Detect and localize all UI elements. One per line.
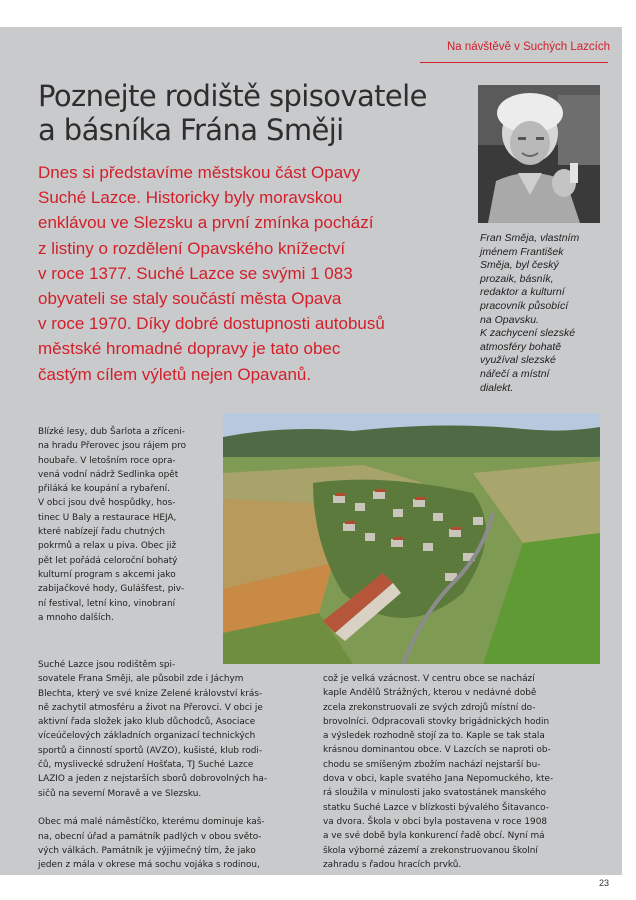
portrait-photo (478, 85, 600, 223)
body-line: víceúčelových základních organizací technických (38, 731, 256, 742)
body-line: zahradu s řadou hracích prvků. (323, 859, 462, 870)
caption-line: prozaik, básník, (480, 272, 554, 285)
caption-line: nářečí a místní (480, 367, 550, 380)
body-line: Blízké lesy, dub Šarlota a zříceni- (38, 427, 185, 437)
body-column-left-top (38, 425, 214, 625)
title-line: Poznejte rodiště spisovatele (38, 79, 427, 113)
body-line: a výsledek rozhodně stojí za to. Kaple se tak stala (323, 731, 545, 742)
body-line: zcela zrekonstruovali ze svých zdrojů místní do- (323, 702, 536, 713)
body-line: což je velká vzácnost. V centru obce se nachází (323, 674, 535, 684)
lead-line: obyvateli se staly součástí města Opava (38, 289, 342, 309)
body-line: sportů a činností sportů (AVZO), kušisté, klub rodi- (38, 745, 263, 756)
title-line: a básníka Frána Směji (38, 113, 344, 147)
caption-line: atmosféry bohatě (480, 340, 562, 353)
body-line: Blechta, který ve své knize Zelené království krás- (38, 688, 263, 699)
page-number: 23 (598, 878, 609, 888)
body-line: které nabízejí řadu chutných (38, 527, 166, 538)
lead-line: v roce 1377. Suché Lazce se svými 1 083 (38, 263, 353, 283)
body-line: tinec U Baly a restaurace HEJA, (38, 512, 177, 523)
lead-paragraph (38, 160, 478, 387)
body-line: ní festival, letní kino, vinobraní (38, 598, 176, 609)
lead-line: v roce 1970. Díky dobré dostupnosti autobusů (38, 314, 385, 334)
body-line: ně zachytil atmosféru a život na Přerovci. V obci je (38, 702, 263, 713)
body-line: pokrmů a relax u piva. Obec již (38, 541, 177, 552)
body-column-left-bottom (38, 658, 313, 872)
body-line: Obec má malé náměstíčko, kterému dominuje kaš- (38, 817, 265, 828)
body-line: zabijačkové hody, Gulášfest, piv- (38, 584, 185, 595)
lead-line: Dnes si představíme městskou část Opavy (38, 163, 361, 182)
body-line: houbaře. V letošním roce opra- (38, 455, 176, 466)
caption-line: Směja, byl český (480, 259, 559, 272)
body-line: kulturní program s akcemi jako (38, 569, 176, 580)
paragraph-gap (38, 801, 313, 815)
body-line: přiláká ke koupání a rybaření. (38, 484, 170, 495)
body-line: na, obecní úřad a památník padlých v obou světo- (38, 831, 262, 842)
caption-line: jménem František (480, 245, 564, 258)
body-line: a mnoho dalších. (38, 612, 114, 623)
section-label: Na návštěvě v Suchých Lazcích (447, 41, 610, 53)
body-line: na hradu Přerovec jsou rájem pro (38, 441, 187, 452)
caption-line: na Opavsku. (480, 313, 539, 326)
caption-line: pracovník působící (480, 299, 569, 312)
body-line: LAZIO a jeden z nejstarších sborů dobrovolných ha- (38, 774, 268, 785)
body-line: Suché Lazce jsou rodištěm spi- (38, 660, 176, 670)
body-line: a ve své době byla konkurencí řadě obcí. Nyní má (323, 831, 545, 842)
lead-line: enklávou ve Slezsku a první zmínka pochází (38, 213, 374, 233)
lead-line: častým cílem výletů nejen Opavanů. (38, 364, 312, 384)
body-line: rá sloužila v minulosti jako svatostánek manského (323, 788, 547, 799)
body-line: pět let pořádá celoroční bohatý (38, 555, 178, 566)
body-line: krásnou dominantou obce. V Lazcích se naproti ob- (323, 745, 551, 756)
body-line: vená vodní nádrž Sedlinka opět (38, 469, 179, 480)
body-line: vých válkách. Památník je výjimečný tím, že jako (38, 845, 256, 856)
body-line: chodu se smíšeným zbožím nachází nejstarší bu- (323, 759, 541, 770)
photo-caption (480, 232, 604, 395)
body-line: škola výborné zázemí a zrekonstruovanou školní (323, 845, 538, 856)
caption-line: využíval slezské (480, 354, 556, 367)
caption-line: redaktor a kulturní (480, 286, 565, 299)
body-line: sičů na severní Moravě a ve Slezsku. (38, 788, 202, 799)
body-line: V obci jsou dvě hospůdky, hos- (38, 498, 176, 509)
section-rule (420, 62, 608, 63)
body-line: dova v obci, kaple svatého Jana Nepomuckého, kte- (323, 774, 554, 785)
caption-line: K zachycení slezské (480, 327, 576, 340)
lead-line: Suché Lazce. Historicky byly moravskou (38, 188, 343, 208)
aerial-village-photo (223, 413, 600, 664)
caption-line: Fran Směja, vlastním (480, 232, 580, 244)
body-column-right (323, 672, 600, 872)
body-line: kaple Andělů Strážných, kterou v nedávné době (323, 688, 537, 699)
body-line: statku Suché Lazce v blízkosti bývalého Šitavanco- (323, 802, 549, 813)
body-line: sovatele Frana Směji, ale působil zde i Jáchym (38, 674, 244, 685)
body-line: brovolníci. Odpracovali stovky brigádnických hodin (323, 716, 550, 727)
body-line: va dvora. Škola v obci byla postavena v roce 1908 (323, 816, 547, 827)
body-line: aktivní řada složek jako klub důchodců, Asociace (38, 717, 256, 728)
lead-line: z listiny o rozdělení Opavského knížectví (38, 238, 346, 258)
article-title (38, 79, 478, 147)
lead-line: městské hromadné dopravy je tato obec (38, 339, 341, 359)
body-line: čů, myslivecké sdružení Hošťata, TJ Suché Lazce (38, 760, 254, 771)
caption-line: dialekt. (480, 381, 514, 394)
body-line: jeden z mála v okrese má sochu vojáka s rodinou, (38, 860, 260, 871)
